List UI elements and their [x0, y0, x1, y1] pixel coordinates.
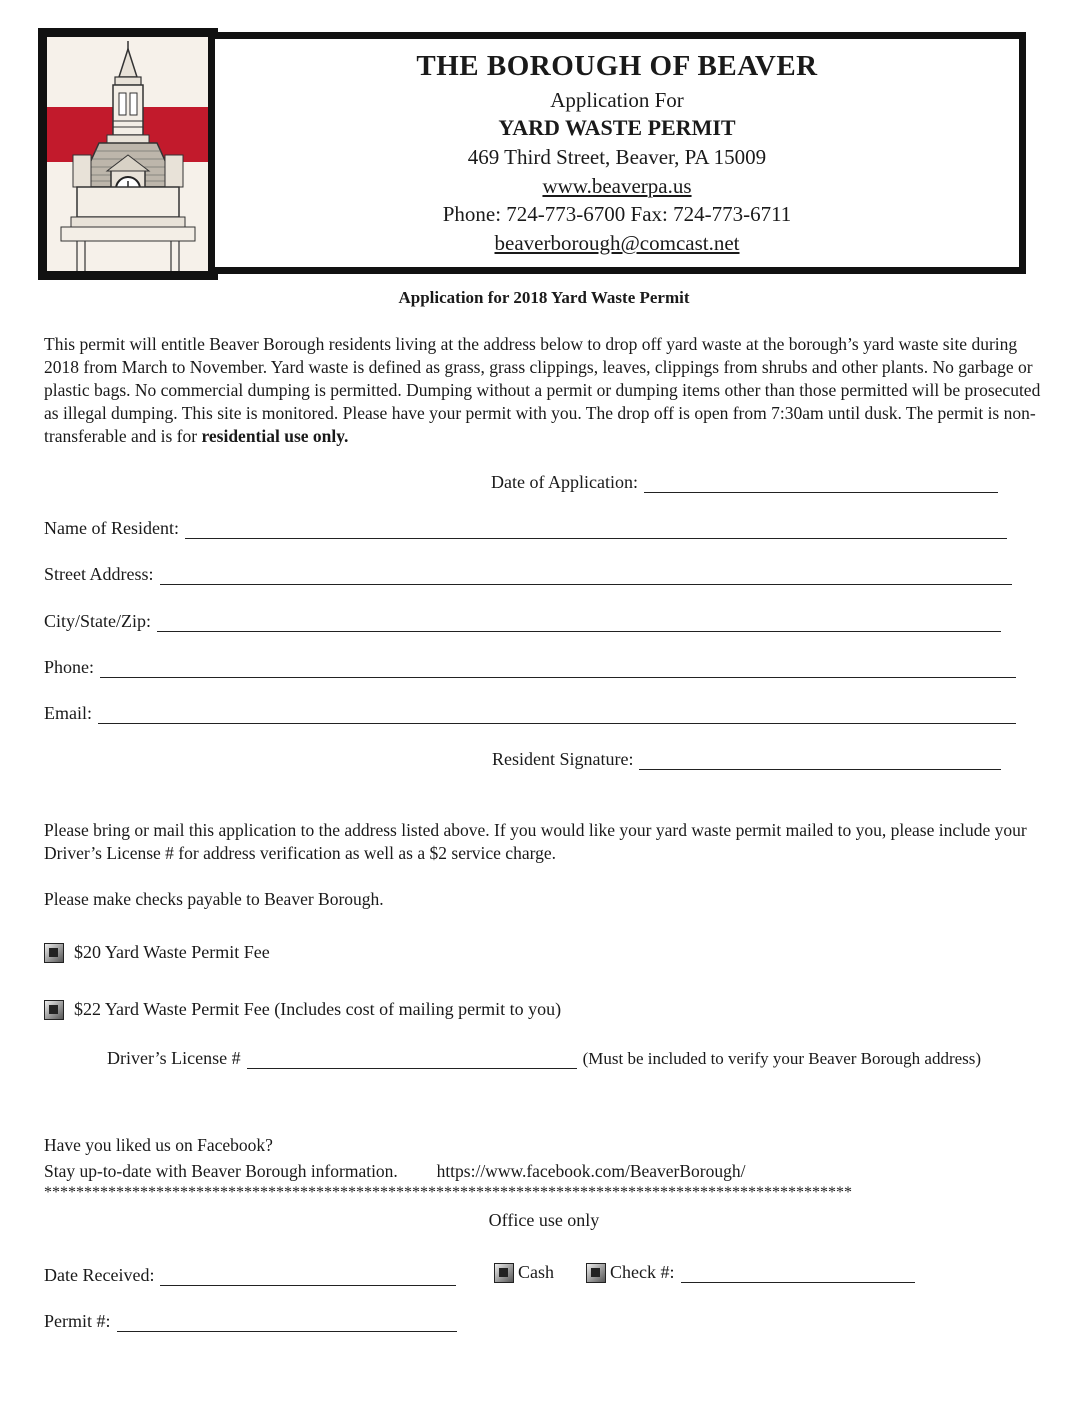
signature-input[interactable]: [639, 749, 1001, 770]
application-heading: Application for 2018 Yard Waste Permit: [398, 288, 690, 307]
borough-address: 469 Third Street, Beaver, PA 15009: [467, 145, 767, 169]
fee-22-option[interactable]: [44, 999, 561, 1020]
license-input[interactable]: [247, 1048, 577, 1069]
license-field: [107, 1048, 981, 1069]
permit-number-field: [44, 1311, 457, 1332]
fee-22-checkbox[interactable]: [44, 1000, 64, 1020]
facebook-stay-text: Stay up-to-date with Beaver Borough information.: [44, 1161, 398, 1181]
clock-tower-image: [47, 37, 209, 271]
city-input[interactable]: [157, 611, 1001, 632]
facebook-line: [44, 1160, 1044, 1183]
street-field: [44, 564, 1012, 585]
street-label: Street Address:: [44, 564, 154, 584]
street-input[interactable]: [160, 564, 1012, 585]
email-label: Email:: [44, 703, 92, 723]
phone-input[interactable]: [100, 657, 1016, 678]
check-instructions: Please make checks payable to Beaver Borough.: [44, 889, 384, 909]
fee-20-option[interactable]: [44, 942, 270, 963]
fee-22-label: $22 Yard Waste Permit Fee (Includes cost of mailing permit to you): [74, 999, 562, 1019]
date-of-application-input[interactable]: [644, 472, 998, 493]
permit-title: YARD WASTE PERMIT: [498, 115, 736, 140]
cash-checkbox[interactable]: [494, 1263, 514, 1283]
phone-fax: Phone: 724-773-6700 Fax: 724-773-6711: [442, 202, 792, 226]
website-link[interactable]: www.beaverpa.us: [542, 174, 692, 198]
date-received-input[interactable]: [160, 1265, 456, 1286]
intro-text: This permit will entitle Beaver Borough residents living at the address below to drop off yard waste at the borough’s yard waste site during 2018 from March to November. Yard waste is defined as grass, grass clippings, leaves, clippings from shrubs and other plants. No garbage or plastic bags. No commercial dumping is permitted. Dumping without a permit or dumping items other than those permitted will be prosecuted as illegal dumping. This site is monitored. Please have your permit with you. The drop off is open from 7:30am until dusk. The permit is non-transferable and is for: [44, 334, 1041, 446]
fee-20-label: $20 Yard Waste Permit Fee: [74, 942, 270, 962]
intro-paragraph: [44, 333, 1044, 448]
email-input[interactable]: [98, 703, 1016, 724]
intro-bold-text: residential use only.: [201, 426, 349, 446]
city-label: City/State/Zip:: [44, 611, 151, 631]
borough-logo: [38, 28, 218, 280]
phone-label: Phone:: [44, 657, 95, 677]
email-link[interactable]: beaverborough@comcast.net: [494, 231, 740, 255]
borough-title: THE BOROUGH OF BEAVER: [416, 50, 818, 82]
cash-option[interactable]: [494, 1262, 554, 1283]
date-of-application-field: [491, 472, 998, 493]
signature-label: Resident Signature:: [492, 749, 634, 769]
office-use-title: Office use only: [488, 1210, 600, 1230]
date-of-application-label: Date of Application:: [491, 472, 638, 492]
fee-20-checkbox[interactable]: [44, 943, 64, 963]
check-number-input[interactable]: [681, 1262, 915, 1283]
divider-stars: *****************************************************************************************************: [44, 1184, 852, 1201]
check-label: Check #:: [610, 1262, 675, 1282]
facebook-link[interactable]: https://www.facebook.com/BeaverBorough/: [436, 1161, 746, 1181]
signature-field: [492, 749, 1001, 770]
license-label: Driver’s License #: [107, 1048, 241, 1068]
facebook-question: Have you liked us on Facebook?: [44, 1135, 273, 1155]
license-note: (Must be included to verify your Beaver Borough address): [582, 1049, 982, 1068]
mail-instructions: Please bring or mail this application to the address listed above. If you would like your yard waste permit mailed to you, please include your Driver’s License # for address verification as well as a $2 service charge.: [44, 820, 1027, 863]
city-field: [44, 611, 1001, 632]
name-input[interactable]: [185, 518, 1007, 539]
cash-label: Cash: [518, 1262, 554, 1282]
email-field: [44, 703, 1016, 724]
application-for: Application For: [550, 88, 684, 112]
name-field: [44, 518, 1007, 539]
permit-number-label: Permit #:: [44, 1311, 111, 1331]
name-label: Name of Resident:: [44, 518, 179, 538]
check-option[interactable]: [586, 1262, 915, 1283]
phone-field: [44, 657, 1016, 678]
check-checkbox[interactable]: [586, 1263, 606, 1283]
date-received-label: Date Received:: [44, 1265, 155, 1285]
date-received-field: [44, 1265, 456, 1286]
permit-number-input[interactable]: [117, 1311, 457, 1332]
